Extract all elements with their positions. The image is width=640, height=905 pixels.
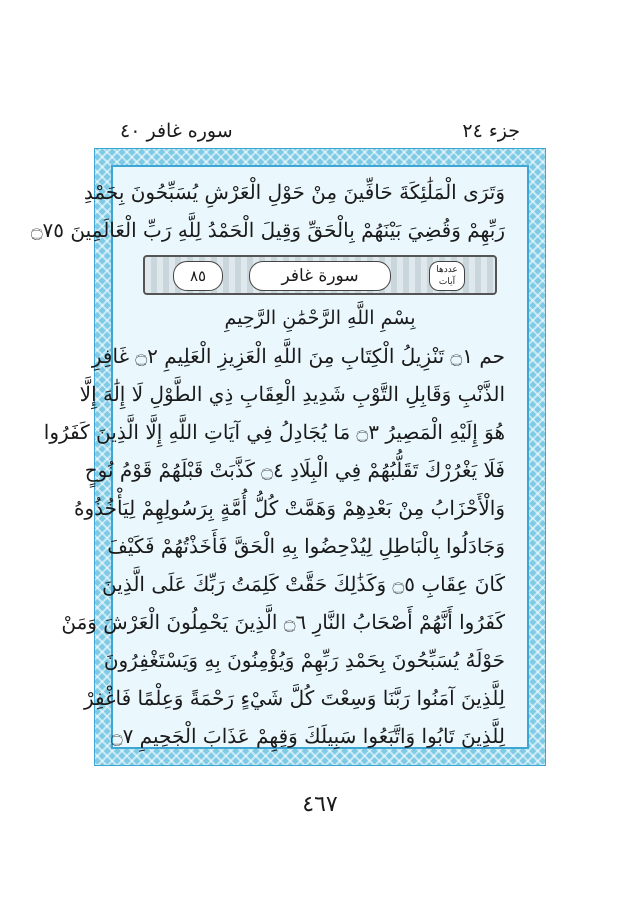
text-line: فَلَا يَغْرُرْكَ تَقَلُّبُهُمْ فِي الْبِلَادِ ۝٤ كَذَّبَتْ قَبْلَهُمْ قَوْمُ نُوحٍ [84,458,505,482]
text-line: وَتَرَى الْمَلَٰئِكَةَ حَافِّينَ مِنْ حَوْلِ الْعَرْشِ يُسَبِّحُونَ بِحَمْدِ [83,180,505,204]
verse-count-label: عددها آيات [429,261,465,291]
page-header [120,120,520,150]
surah-label: سوره غافر ٤٠ [120,120,233,142]
text-line: وَالْأَحْزَابُ مِنْ بَعْدِهِمْ وَهَمَّتْ كُلُّ أُمَّةٍ بِرَسُولِهِمْ لِيَأْخُذُوهُ [73,496,505,520]
text-line: هُوَ إِلَيْهِ الْمَصِيرُ ۝٣ مَا يُجَادِلُ فِي آيَاتِ اللَّهِ إِلَّا الَّذِينَ كَفَرُوا [43,420,505,444]
text-line: لِلَّذِينَ تَابُوا وَاتَّبَعُوا سَبِيلَكَ وَقِهِمْ عَذَابَ الْجَحِيمِ ۝٧ [110,724,505,748]
text-line: رَبِّهِمْ وَقُضِيَ بَيْنَهُمْ بِالْحَقِّ وَقِيلَ الْحَمْدُ لِلَّهِ رَبِّ الْعَالَمِينَ ۝٧٥ [30,218,505,242]
verse-count: ٨٥ [173,261,223,291]
page-number: ٤٦٧ [302,792,338,817]
text-line: وَجَادَلُوا بِالْبَاطِلِ لِيُدْحِضُوا بِهِ الْحَقَّ فَأَخَذْتُهُمْ فَكَيْفَ [107,534,505,558]
surah-banner [143,255,497,295]
text-line: حم ۝١ تَنْزِيلُ الْكِتَابِ مِنَ اللَّهِ الْعَزِيزِ الْعَلِيمِ ۝٢ غَافِرِ [91,344,505,368]
ornamental-frame [30,148,546,766]
text-line: كَفَرُوا أَنَّهُمْ أَصْحَابُ النَّارِ ۝٦ الَّذِينَ يَحْمِلُونَ الْعَرْشَ وَمَنْ [61,610,505,634]
text-line: لِلَّذِينَ آمَنُوا رَبَّنَا وَسِعْتَ كُلَّ شَيْءٍ رَحْمَةً وَعِلْمًا فَاغْفِرْ [83,686,505,710]
text-line: الذَّنْبِ وَقَابِلِ التَّوْبِ شَدِيدِ الْعِقَابِ ذِي الطَّوْلِ لَا إِلَٰهَ إِلَّا [79,382,505,406]
text-area [30,165,529,749]
surah-name: سورة غافر [249,261,391,291]
juz-label: جزء ٢٤ [462,120,520,142]
text-line: حَوْلَهُ يُسَبِّحُونَ بِحَمْدِ رَبِّهِمْ وَيُؤْمِنُونَ بِهِ وَيَسْتَغْفِرُونَ [103,648,505,672]
text-line: كَانَ عِقَابِ ۝٥ وَكَذَٰلِكَ حَقَّتْ كَلِمَتُ رَبِّكَ عَلَى الَّذِينَ [102,572,505,596]
bismillah: بِسْمِ اللَّهِ الرَّحْمَٰنِ الرَّحِيمِ [224,307,416,329]
